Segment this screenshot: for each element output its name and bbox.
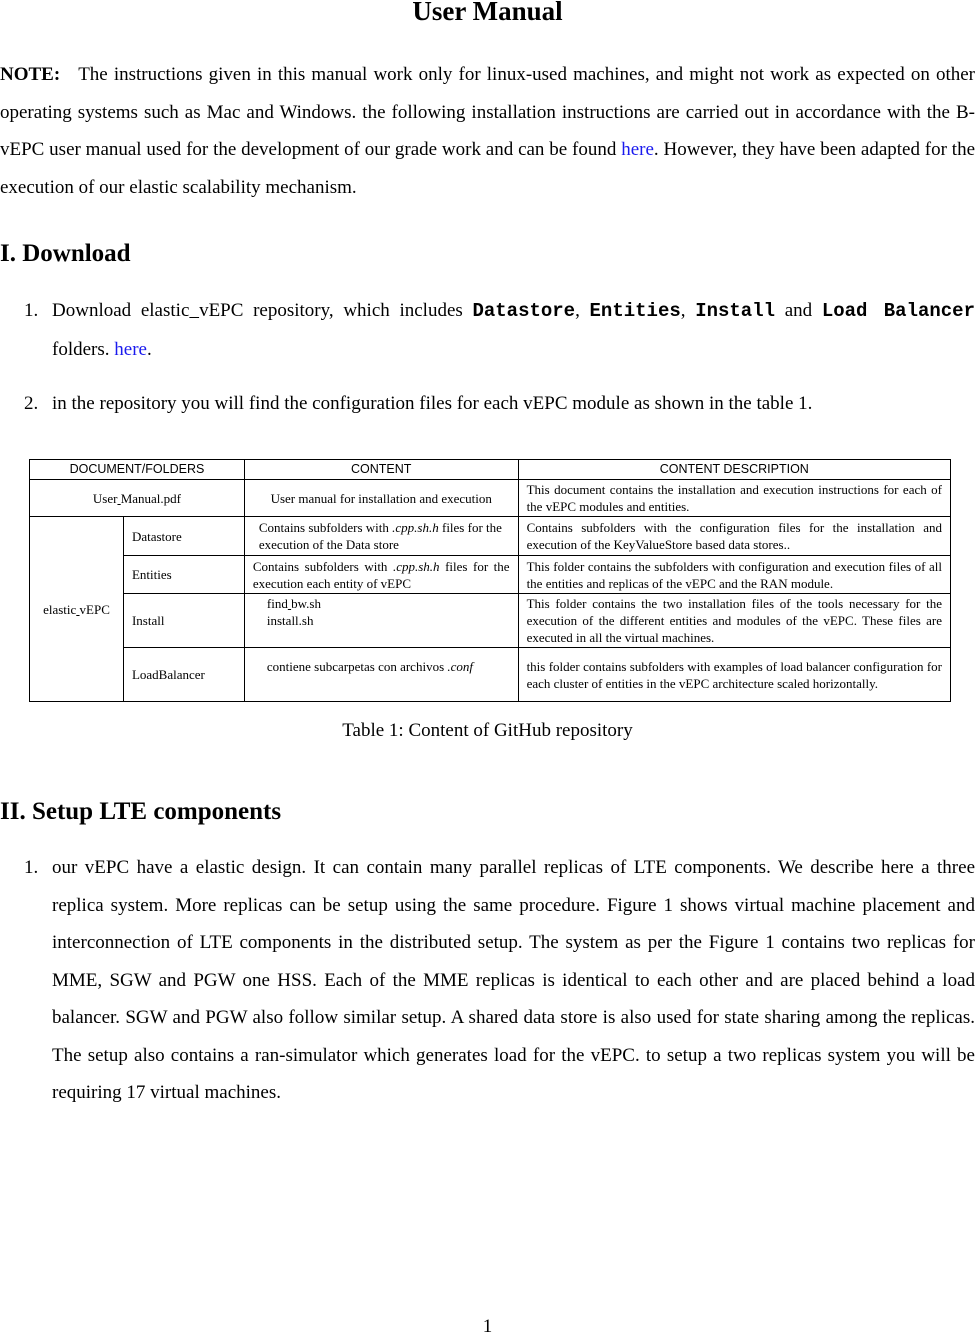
folder-code-loadbalancer: Load Balancer: [821, 300, 975, 322]
table-cell-description: This document contains the installation and execution instructions for each of the vEPC modules and entities.: [518, 480, 950, 517]
section-heading-download: I. Download: [0, 240, 131, 267]
section-heading-setup: II. Setup LTE components: [0, 798, 282, 825]
list-number: 2.: [24, 393, 39, 414]
table-header-content: CONTENT: [244, 460, 518, 480]
cell-text: Contains subfolders with: [258, 520, 393, 535]
setup-list: [0, 849, 975, 1112]
cell-text: .conf: [447, 658, 474, 674]
note-text-after-link: . However, they have been adapted for the execution of our elastic scalability mechanism.: [0, 139, 975, 198]
item-text: .: [146, 338, 152, 360]
table-caption: Table 1: Content of GitHub repository: [342, 720, 633, 741]
conjunction: and: [775, 300, 822, 321]
cell-text: find: [266, 596, 288, 611]
cell-text: vEPC: [79, 601, 110, 617]
page-number: 1: [482, 1316, 493, 1337]
note-text-before-link: The instructions given in this manual work only for linux-used machines, and might not work as expected on other operating systems such as Mac and Windows. the following installation instructions are carried out in accordance with the B-vEPC user manual used for the development of our grade work and can be found: [0, 64, 975, 160]
table-header-row: [30, 460, 951, 480]
table-row: [30, 556, 951, 594]
table-cell-folder: Install: [123, 594, 244, 648]
item-text: folders.: [52, 338, 115, 360]
cell-text: elastic: [43, 601, 77, 617]
cell-line: [267, 595, 510, 612]
folder-code-entities: Entities: [589, 300, 681, 322]
cell-text: .cpp.sh.h: [392, 520, 439, 535]
table-cell-content: [244, 556, 518, 594]
list-number: 1.: [24, 857, 39, 878]
table-row: [30, 648, 951, 702]
table-cell-content: User manual for installation and execution: [244, 480, 518, 517]
item-text: Download elastic: [52, 300, 190, 321]
list-number: 1.: [24, 300, 39, 321]
table-cell-folder: Entities: [123, 556, 244, 594]
table-row: [30, 517, 951, 556]
table-row: [30, 594, 951, 648]
folder-code-install: Install: [695, 300, 776, 322]
cell-text: files for the execution of the Data store: [258, 520, 502, 552]
list-item: [0, 849, 975, 1112]
table-cell-description: Contains subfolders with the configuration files for the installation and execution of the KeyValueStore based data stores..: [518, 517, 950, 556]
table-cell-description: This folder contains the two installation files of the tools necessary for the execution of the different entities and modules of the vEPC. These files are executed in all the virtual machines.: [518, 594, 950, 648]
table-cell-folder: Datastore: [123, 517, 244, 556]
table-cell-description: this folder contains subfolders with examples of load balancer configuration for each cluster of entities in the vEPC architecture scaled horizontally.: [518, 648, 950, 702]
table-cell-content: [244, 517, 518, 556]
cell-text: .cpp.sh.h: [392, 558, 440, 574]
note-label: NOTE:: [0, 64, 61, 85]
table-row: [30, 480, 951, 517]
item-text: in the repository you will find the configuration files for each vEPC module as shown in the table 1.: [52, 393, 813, 414]
cell-text: contiene subcarpetas con archivos: [266, 658, 448, 674]
note-here-link[interactable]: here: [621, 139, 654, 160]
cell-text: Contains subfolders with: [252, 558, 393, 574]
cell-text: Manual.pdf: [120, 490, 181, 506]
table-header-documents: DOCUMENT/FOLDERS: [30, 460, 245, 480]
separator: ,: [575, 300, 590, 321]
table-cell-content: [244, 594, 518, 648]
repository-here-link[interactable]: here: [114, 338, 147, 360]
list-item: [0, 385, 975, 423]
table-cell-content: [244, 648, 518, 702]
table-cell-document: [30, 480, 245, 517]
cell-text: User: [92, 490, 118, 506]
list-item: [0, 292, 975, 368]
document-title: User Manual: [412, 0, 563, 26]
cell-text: files for the execution each entity of vEPC: [252, 558, 510, 591]
content-table: [29, 459, 951, 702]
item-text: vEPC repository, which includes: [199, 300, 473, 321]
table-cell-folder: LoadBalancer: [123, 648, 244, 702]
cell-line: install.sh: [266, 613, 314, 628]
download-list: [0, 292, 975, 423]
cell-text: bw.sh: [291, 596, 321, 611]
table-header-description: CONTENT DESCRIPTION: [518, 460, 950, 480]
folder-code-datastore: Datastore: [472, 300, 576, 322]
item-text: our vEPC have a elastic design. It can contain many parallel replicas of LTE components. We describe here a three replica system. More replicas can be setup using the same procedure. Figure 1 shows virtual machine placement and interconnection of LTE components in the distributed setup. The system as per the Figure 1 contains two replicas for MME, SGW and PGW one HSS. Each of the MME replicas is identical to each other and are placed behind a load balancer. SGW and PGW also follow similar setup. A shared data store is also used for state sharing among the replicas. The setup also contains a ran-simulator which generates load for the vEPC. to setup a two replicas system you will be requiring 17 virtual machines.: [52, 857, 975, 1103]
separator: ,: [680, 300, 696, 321]
table-cell-group: [30, 517, 124, 702]
table-cell-description: This folder contains the subfolders with configuration and execution files of all the entities and replicas of the vEPC and the RAN module.: [518, 556, 950, 594]
note-paragraph: [0, 56, 975, 206]
